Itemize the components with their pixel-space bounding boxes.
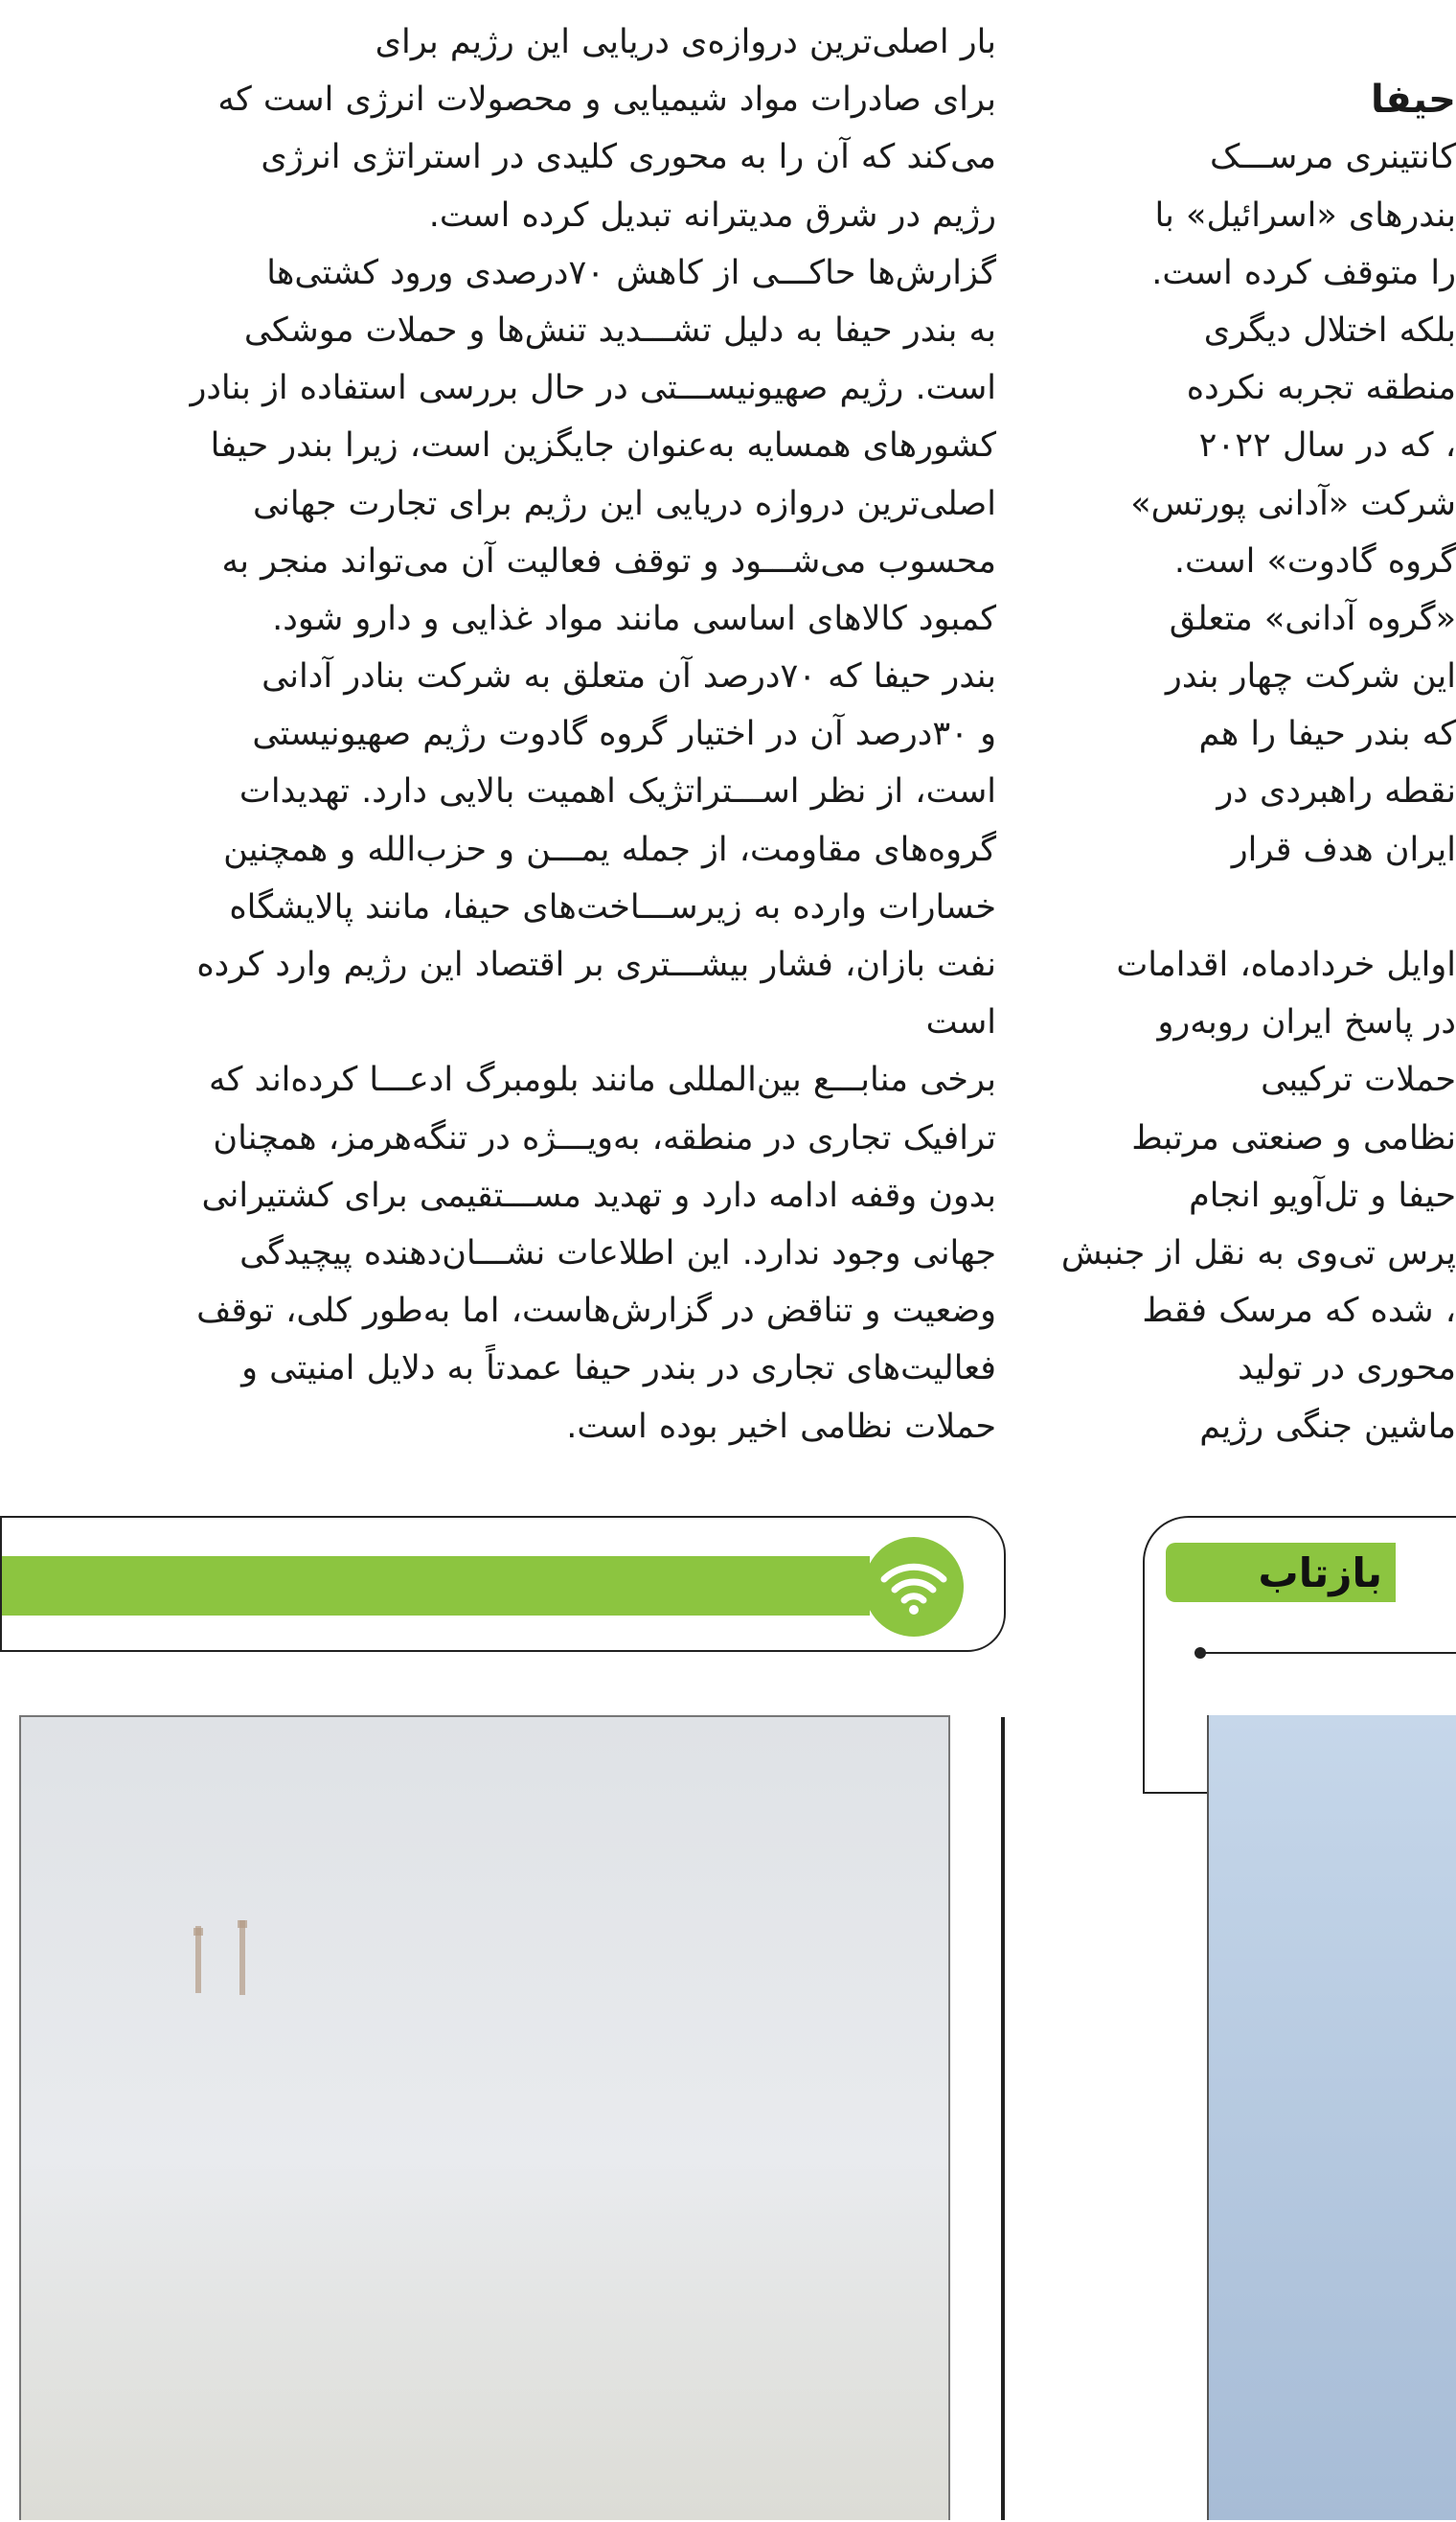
left-column-line: جهانی وجود ندارد. این اطلاعات نشـــان‌دهنده پیچیدگی [239, 1233, 996, 1272]
left-column-line: بار اصلی‌ترین دروازه‌ی دریایی این رژیم برای [375, 23, 996, 61]
left-column-line: کمبود کالاهای اساسی مانند مواد غذایی و دارو شود. [272, 599, 996, 638]
left-column-line: کشورهای همسایه به‌عنوان جایگزین است، زیرا بندر حیفا [210, 426, 996, 466]
column-rule [1001, 1717, 1005, 2520]
left-column-line: رژیم در شرق مدیترانه تبدیل کرده است. [428, 195, 996, 235]
right-column-line: نقطه راهبردی در [1217, 772, 1456, 812]
reflection-label-bar [1166, 1543, 1396, 1602]
right-column-line: بندرهای «اسرائیل» با [1154, 195, 1456, 235]
right-column-line: ، شده که مرسک فقط [1142, 1292, 1456, 1331]
left-column-line: برای صادرات مواد شیمیایی و محصولات انرژی است که [217, 80, 996, 120]
left-column-line: بندر حیفا که ۷۰درصد آن متعلق به شرکت بنادر آدانی [262, 657, 996, 697]
left-column-line: است، از نظر اســـتراتژیک اهمیت بالایی دارد. تهدیدات [239, 772, 996, 812]
right-column-line [1126, 13, 1456, 71]
right-column-line: اوایل خردادماه، اقدامات [1116, 946, 1456, 984]
section-header-box [0, 1516, 1006, 1652]
right-column-line: ایران هدف قرار [1231, 830, 1456, 869]
right-column-line: حملات ترکیبی [1261, 1061, 1456, 1100]
right-column-line [1126, 879, 1456, 936]
right-column-line: بلکه اختلال دیگری [1203, 310, 1456, 350]
wifi-icon [864, 1537, 964, 1637]
article-column-left [19, 13, 996, 1456]
right-column-line: پرس تی‌وی به نقل از جنبش [1060, 1233, 1456, 1272]
left-column-line: به بندر حیفا به دلیل تشـــدید تنش‌ها و حملات موشکی [243, 310, 996, 350]
reflection-rule [1202, 1652, 1456, 1654]
left-column-line: برخی منابـــع بین‌المللی مانند بلومبرگ ادعـــا کرده‌اند که [209, 1061, 996, 1100]
right-column-line: منطقه تجربه نکرده [1186, 369, 1456, 408]
right-column-line: حیفا و تل‌آویو انجام [1189, 1176, 1456, 1215]
right-column-line: محوری در تولید [1238, 1349, 1456, 1388]
right-column-line: ماشین جنگی رژیم [1199, 1407, 1456, 1446]
left-column-line: است. رژیم صهیونیســـتی در حال بررسی استفاده از بنادر [190, 369, 996, 408]
article-photo-left [19, 1715, 950, 2520]
right-column-line: ، که در سال ۲۰۲۲ [1198, 426, 1456, 466]
left-column-line: وضعیت و تناقض در گزارش‌هاست، اما به‌طور کلی، توقف [196, 1292, 996, 1331]
right-column-line: حیفا [1371, 78, 1456, 123]
left-column-line: بدون وقفه ادامه دارد و تهدید مســـتقیمی برای کشتیرانی [201, 1176, 996, 1215]
right-column-line: را متوقف کرده است. [1151, 253, 1456, 292]
right-column-line: شرکت «آدانی پورتس» [1130, 484, 1456, 523]
article-photo-right [1207, 1715, 1456, 2520]
left-column-line: فعالیت‌های تجاری در بندر حیفا عمدتاً به دلایل امنیتی و [241, 1349, 996, 1388]
left-column-line: خسارات وارده به زیرســـاخت‌های حیفا، مانند پالایشگاه [229, 887, 996, 927]
left-column-line: گروه‌های مقاومت، از جمله یمـــن و حزب‌الله و همچنین [223, 830, 996, 869]
left-column-line: نفت بازان، فشار بیشـــتری بر اقتصاد این رژیم وارد کرده [196, 946, 996, 984]
left-column-line: گزارش‌ها حاکـــی از کاهش ۷۰درصدی ورود کشتی‌ها [266, 253, 996, 292]
reflection-label: بازتاب [1245, 1549, 1396, 1596]
left-column-line: ترافیک تجاری در منطقه، به‌ویـــژه در تنگه‌هرمز، همچنان [213, 1118, 996, 1158]
left-column-line: است [925, 1003, 996, 1043]
right-column-line: نظامی و صنعتی مرتبط [1131, 1118, 1456, 1158]
article-column-right [1060, 13, 1456, 1456]
right-column-line: گروه گادوت» است. [1173, 541, 1456, 581]
right-column-line: کانتینری مرســـک [1209, 138, 1456, 177]
left-column-line: اصلی‌ترین دروازه دریایی این رژیم برای تجارت جهانی [253, 484, 996, 523]
right-column-line: که بندر حیفا را هم [1198, 715, 1456, 754]
left-column-line: حملات نظامی اخیر بوده است. [566, 1407, 996, 1446]
left-column-line: محسوب می‌شـــود و توقف فعالیت آن می‌تواند منجر به [221, 541, 996, 581]
section-header-bar [2, 1556, 870, 1616]
left-column-line: می‌کند که آن را به محوری کلیدی در استراتژی انرژی [261, 138, 996, 177]
left-column-line: و ۳۰درصد آن در اختیار گروه گادوت رژیم صهیونیستی [252, 715, 996, 754]
right-column-line: «گروه آدانی» متعلق [1169, 599, 1456, 638]
right-column-line: در پاسخ ایران روبه‌رو [1157, 1003, 1456, 1043]
right-column-line: این شرکت چهار بندر [1165, 657, 1456, 697]
